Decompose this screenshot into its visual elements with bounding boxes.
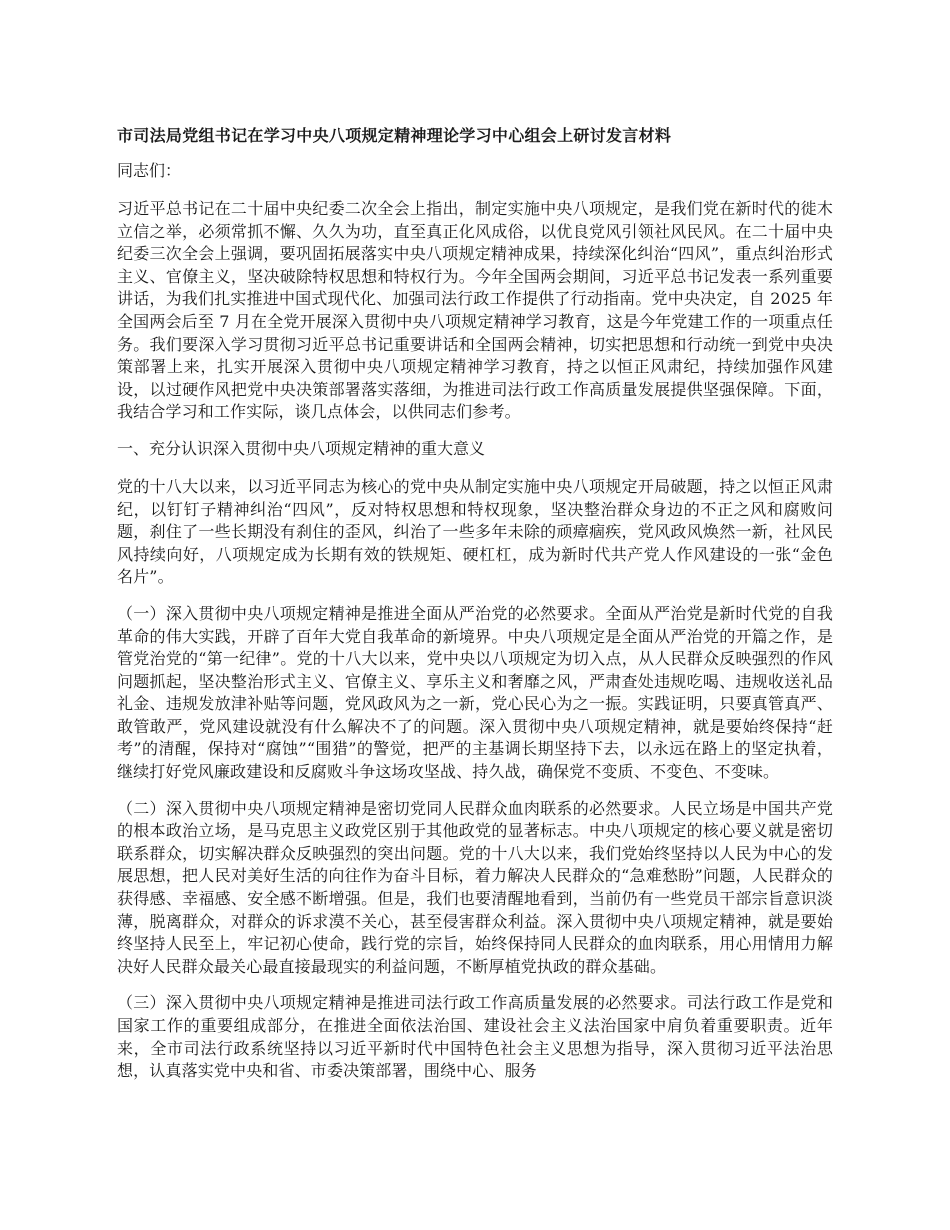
section-1-heading: 一、充分认识深入贯彻中央八项规定精神的重大意义: [117, 438, 486, 458]
point-2-paragraph: （二）深入贯彻中央八项规定精神是密切党同人民群众血肉联系的必然要求。人民立场是中国共产党的根本政治立场，是马克思主义政党区别于其他政党的显著标志。中央八项规定的核心要义就是密切联系群众，切实解决群众反映强烈的突出问题。党的十八大以来，我们党始终坚持以人民为中心的发展思想，把人民对美好生活的向往作为奋斗目标，着力解决人民群众的“急难愁盼”问题，人民群众的获得感、幸福感、安全感不断增强。但是，我们也要清醒地看到，当前仍有一些党员干部宗旨意识淡薄，脱离群众，对群众的诉求漠不关心，甚至侵害群众利益。深入贯彻中央八项规定精神，就是要始终坚持人民至上，牢记初心使命，践行党的宗旨，始终保持同人民群众的血肉联系，用心用情用力解决好人民群众最关心最直接最现实的利益问题，不断厚植党执政的群众基础。: [117, 798, 833, 976]
intro-paragraph: 习近平总书记在二十届中央纪委二次全会上指出，制定实施中央八项规定，是我们党在新时代的徙木立信之举，必须常抓不懈、久久为功，直至真正化风成俗，以优良党风引领社风民风。在二十届中央纪委三次全会上强调，要巩固拓展落实中央八项规定精神成果，持续深化纠治“四风”，重点纠治形式主义、官僚主义，坚决破除特权思想和特权行为。今年全国两会期间，习近平总书记发表一系列重要讲话，为我们扎实推进中国式现代化、加强司法行政工作提供了行动指南。党中央决定，自 2025 年全国两会后至 7 月在全党开展深入贯彻中央八项规定精神学习教育，这是今年党建工作的一项重点任务。我们要深入学习贯彻习近平总书记重要讲话和全国两会精神，切实把思想和行动统一到党中央决策部署上来，扎实开展深入贯彻中央八项规定精神学习教育，持之以恒正风肃纪，持续加强作风建设，以过硬作风把党中央决策部署落实落细，为推进司法行政工作高质量发展提供坚强保障。下面，我结合学习和工作实际，谈几点体会，以供同志们参考。: [117, 199, 833, 422]
salutation: 同志们：: [117, 161, 182, 180]
document-title: 市司法局党组书记在学习中央八项规定精神理论学习中心组会上研讨发言材料: [117, 126, 672, 145]
section-1-intro-paragraph: 党的十八大以来，以习近平同志为核心的党中央从制定实施中央八项规定开局破题，持之以恒正风肃纪，以钉钉子精神纠治“四风”，反对特权思想和特权现象，坚决整治群众身边的不正之风和腐败问题，刹住了一些长期没有刹住的歪风，纠治了一些多年未除的顽瘴痼疾，党风政风焕然一新，社风民风持续向好，八项规定成为长期有效的铁规矩、硬杠杠，成为新时代共产党人作风建设的一张“金色名片”。: [117, 476, 833, 587]
point-3-paragraph: （三）深入贯彻中央八项规定精神是推进司法行政工作高质量发展的必然要求。司法行政工作是党和国家工作的重要组成部分，在推进全面依法治国、建设社会主义法治国家中肩负着重要职责。近年来，全市司法行政系统坚持以习近平新时代中国特色社会主义思想为指导，深入贯彻习近平法治思想，认真落实党中央和省、市委决策部署，围绕中心、服务: [117, 993, 833, 1081]
document-page: [117, 124, 833, 1097]
point-1-paragraph: （一）深入贯彻中央八项规定精神是推进全面从严治党的必然要求。全面从严治党是新时代党的自我革命的伟大实践，开辟了百年大党自我革命的新境界。中央八项规定是全面从严治党的开篇之作，是管党治党的“第一纪律”。党的十八大以来，党中央以八项规定为切入点，从人民群众反映强烈的作风问题抓起，坚决整治形式主义、官僚主义、享乐主义和奢靡之风，严肃查处违规吃喝、违规收送礼品礼金、违规发放津补贴等问题，党风政风为之一新，党心民心为之一振。实践证明，只要真管真严、敢管敢严，党风建设就没有什么解决不了的问题。深入贯彻中央八项规定精神，就是要始终保持“赶考”的清醒，保持对“腐蚀”“围猎”的警觉，把严的主基调长期坚持下去，以永远在路上的坚定执着，继续打好党风廉政建设和反腐败斗争这场攻坚战、持久战，确保党不变质、不变色、不变味。: [117, 603, 833, 782]
